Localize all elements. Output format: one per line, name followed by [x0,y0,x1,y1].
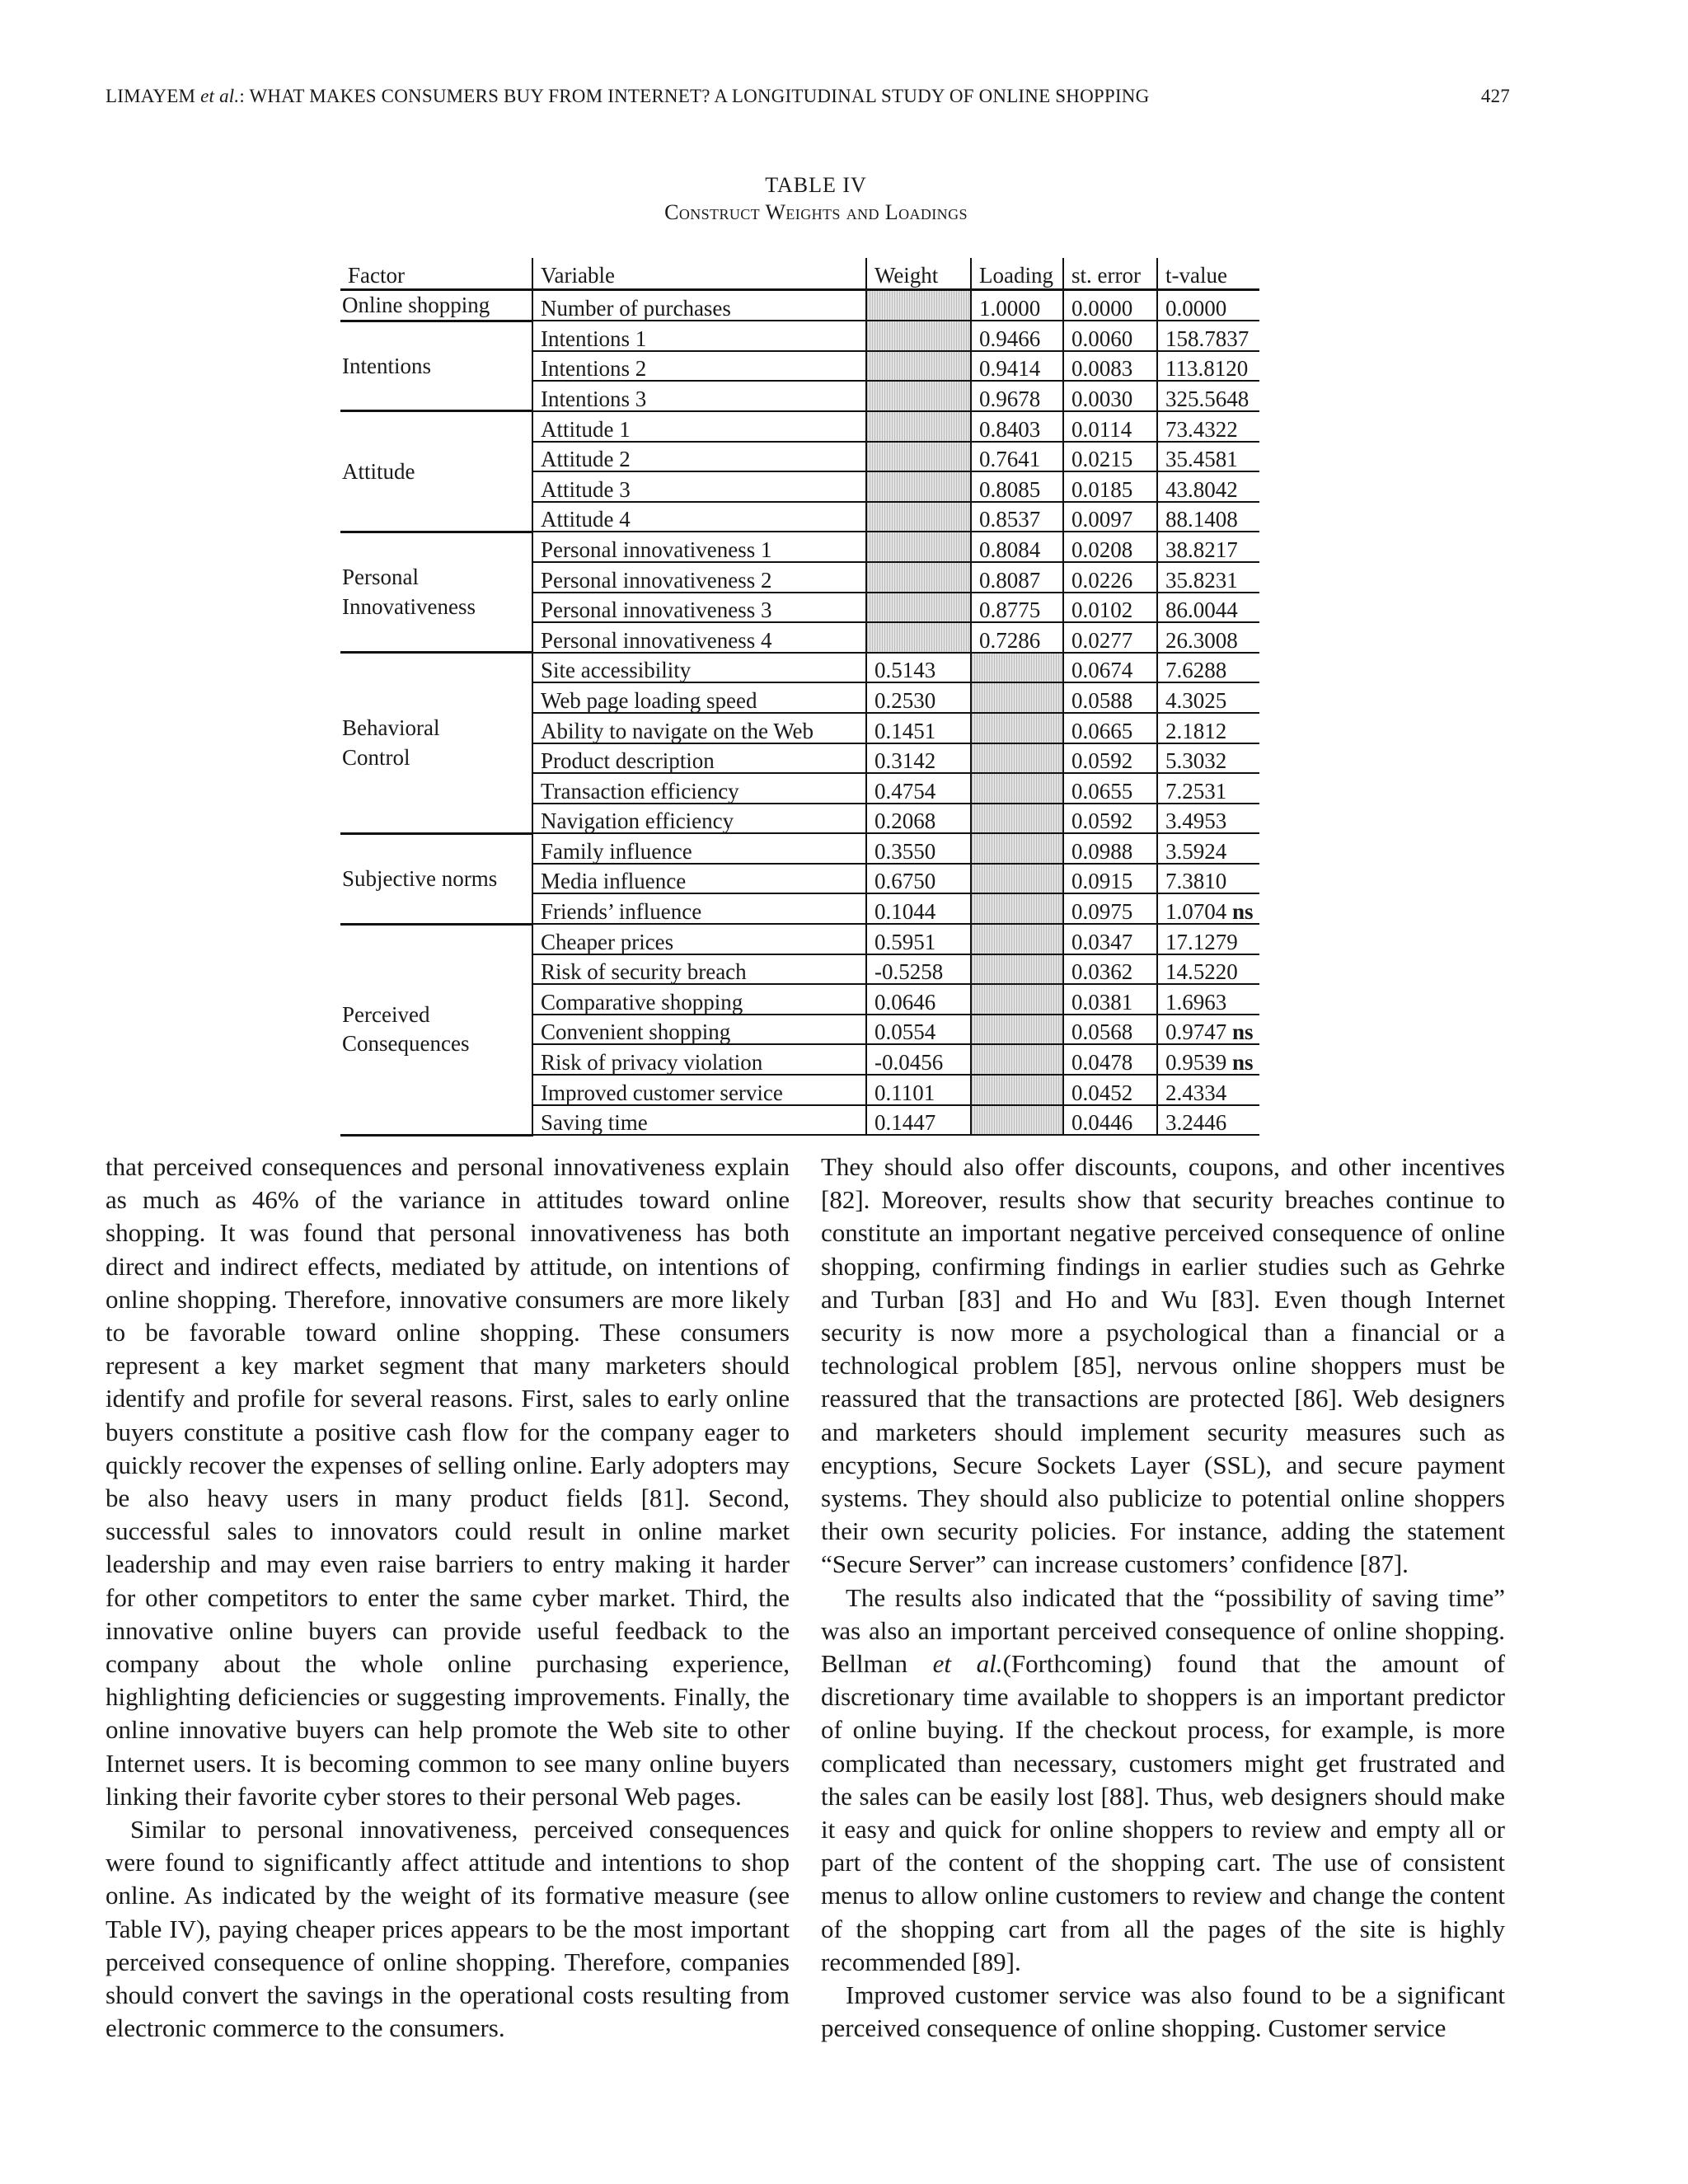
table-number: TABLE IV [765,173,867,197]
table-body [340,289,1259,1135]
cell-variable: Improved customer service [532,1075,866,1105]
cell-t-value [1157,532,1259,562]
cell-weight: -0.0456 [866,1044,971,1075]
cell-weight: 0.2530 [866,682,971,713]
cell-t-value [1157,351,1259,382]
cell-weight [866,471,971,502]
construct-weights-table [340,258,1259,1137]
cell-st-error: 0.0208 [1063,532,1157,562]
cell-weight: 0.0646 [866,984,971,1015]
cell-variable: Attitude 2 [532,442,866,472]
t-value-number: 43.8042 [1165,476,1238,502]
body-paragraph: They should also offer discounts, coupons, and other incentives [82]. Moreover, results show that security breaches continue to constitute an important negative perceived consequence of online shopping, confirming findings in earlier studies such as Gehrke and Turban [83] and Ho and Wu [83]. Even though Internet security is now more a psychological than a financial or a technological problem [85], nervous online shoppers must be reassured that the transactions are protected [86]. Web designers and marketers should implement security measures such as encyptions, Secure Sockets Layer (SSL), and secure payment systems. They should also publicize to potential online shoppers their own security policies. For instance, adding the statement “Secure Server” can increase customers’ confidence [87]. [821,1152,1505,1579]
cell-variable: Cheaper prices [532,924,866,954]
factor-cell: Online shopping [340,289,532,321]
t-value-number: 4.3025 [1165,687,1227,713]
cell-variable: Number of purchases [532,289,866,321]
cell-st-error: 0.0592 [1063,743,1157,774]
header-st-error: st. error [1063,258,1157,289]
cell-weight [866,321,971,351]
cell-t-value [1157,682,1259,713]
table-row [340,653,1259,683]
body-paragraph: Similar to personal innovativeness, perceived consequences were found to significantly affect attitude and intentions to shop online. As indicated by the weight of its formative measure (see Table IV), paying cheaper prices appears to be the most important perceived consequence of online shopping. Therefore, companies should convert the savings in the operational costs resulting from electronic commerce to the consumers. [106,1815,790,2043]
cell-st-error: 0.0226 [1063,562,1157,593]
cell-loading: 0.8085 [971,471,1063,502]
t-value-number: 5.3032 [1165,748,1227,774]
cell-loading [971,1015,1063,1045]
cell-t-value [1157,954,1259,985]
factor-label-line: Consequences [342,1031,470,1057]
t-value-number: 86.0044 [1165,598,1238,623]
cell-t-value [1157,924,1259,954]
cell-loading [971,743,1063,774]
cell-weight: 0.1447 [866,1105,971,1136]
page-number: 427 [1480,86,1510,106]
t-value-number: 35.8231 [1165,567,1238,593]
cell-t-value [1157,622,1259,653]
t-value-number: 0.9747 [1165,1019,1227,1045]
cell-weight: 0.1044 [866,893,971,924]
cell-variable: Attitude 3 [532,471,866,502]
cell-loading [971,682,1063,713]
table-row [340,833,1259,864]
right-column [821,1151,1505,2045]
cell-t-value [1157,381,1259,411]
cell-variable: Risk of security breach [532,954,866,985]
cell-st-error: 0.0114 [1063,411,1157,442]
cell-loading: 0.8087 [971,562,1063,593]
cell-variable: Personal innovativeness 2 [532,562,866,593]
cell-variable: Media influence [532,864,866,894]
factor-cell: Intentions [340,321,532,411]
header-weight: Weight [866,258,971,289]
factor-cell [340,532,532,652]
cell-variable: Personal innovativeness 1 [532,532,866,562]
cell-weight: 0.0554 [866,1015,971,1045]
cell-loading [971,653,1063,683]
cell-variable: Attitude 1 [532,411,866,442]
t-value-number: 7.2531 [1165,778,1227,804]
cell-st-error: 0.0665 [1063,713,1157,743]
factor-label-line: Perceived [342,1002,430,1028]
cell-st-error: 0.0215 [1063,442,1157,472]
cell-st-error: 0.0915 [1063,864,1157,894]
cell-st-error: 0.0000 [1063,289,1157,321]
cell-t-value [1157,773,1259,804]
cell-weight: 0.4754 [866,773,971,804]
cell-weight: 0.1101 [866,1075,971,1105]
cell-st-error: 0.0030 [1063,381,1157,411]
cell-loading [971,1044,1063,1075]
cell-t-value [1157,713,1259,743]
table-row [340,532,1259,562]
not-significant-marker: ns [1232,1019,1254,1045]
t-value-number: 73.4322 [1165,416,1238,442]
cell-t-value [1157,833,1259,864]
cell-st-error: 0.0655 [1063,773,1157,804]
cell-variable: Saving time [532,1105,866,1136]
cell-loading: 0.8403 [971,411,1063,442]
cell-variable: Convenient shopping [532,1015,866,1045]
cell-weight [866,593,971,623]
not-significant-marker: ns [1232,1050,1254,1076]
table-row [340,924,1259,954]
cell-st-error: 0.0452 [1063,1075,1157,1105]
cell-st-error: 0.0674 [1063,653,1157,683]
factor-label-line: Personal [342,565,419,590]
cell-st-error: 0.0347 [1063,924,1157,954]
cell-loading [971,1105,1063,1136]
table-title: Construct Weights and Loadings [664,200,968,224]
cell-loading [971,804,1063,834]
cell-st-error: 0.0185 [1063,471,1157,502]
cell-loading [971,924,1063,954]
cell-weight: 0.3550 [866,833,971,864]
cell-st-error: 0.0588 [1063,682,1157,713]
cell-t-value [1157,1075,1259,1105]
t-value-number: 35.4581 [1165,447,1238,472]
cell-variable: Friends’ influence [532,893,866,924]
t-value-number: 2.1812 [1165,718,1227,743]
cell-weight: 0.3142 [866,743,971,774]
cell-weight: -0.5258 [866,954,971,985]
cell-loading [971,713,1063,743]
factor-cell [340,924,532,1135]
factor-label-line: Innovativeness [342,593,476,619]
t-value-number: 113.8120 [1165,356,1249,382]
t-value-number: 1.0704 [1165,899,1227,925]
t-value-number: 3.2446 [1165,1110,1227,1136]
cell-loading [971,954,1063,985]
cell-t-value [1157,471,1259,502]
factor-cell: Subjective norms [340,833,532,924]
cell-variable: Navigation efficiency [532,804,866,834]
cell-loading: 0.9414 [971,351,1063,382]
cell-st-error: 0.0478 [1063,1044,1157,1075]
cell-st-error: 0.0097 [1063,502,1157,532]
body-paragraph: The results also indicated that the “possibility of saving time” was also an important perceived consequence of online shopping. Bellman et al.(Forthcoming) found that the amount of discretionary time available to shoppers is an important predictor of online buying. If the checkout process, for example, is more complicated than necessary, customers might get frustrated and the sales can be easily lost [88]. Thus, web designers should make it easy and quick for online shoppers to review and empty all or part of the content of the shopping cart. The use of consistent menus to allow online customers to review and change the content of the shopping cart from all the pages of the site is highly recommended [89]. [821,1582,1505,1976]
cell-t-value [1157,502,1259,532]
cell-weight [866,442,971,472]
cell-st-error: 0.0277 [1063,622,1157,653]
cell-st-error: 0.0568 [1063,1015,1157,1045]
cell-variable: Transaction efficiency [532,773,866,804]
left-column [106,1151,790,2045]
cell-loading: 0.9466 [971,321,1063,351]
cell-loading: 0.8084 [971,532,1063,562]
cell-weight [866,381,971,411]
t-value-number: 158.7837 [1165,326,1250,351]
cell-t-value [1157,321,1259,351]
t-value-number: 0.0000 [1165,296,1227,321]
t-value-number: 3.4953 [1165,808,1227,834]
cell-weight [866,411,971,442]
cell-variable: Personal innovativeness 3 [532,593,866,623]
cell-weight [866,622,971,653]
cell-st-error: 0.0060 [1063,321,1157,351]
t-value-number: 7.3810 [1165,869,1227,894]
cell-weight [866,502,971,532]
table-header-row [340,258,1259,289]
cell-st-error: 0.0592 [1063,804,1157,834]
cell-t-value [1157,653,1259,683]
cell-variable: Risk of privacy violation [532,1044,866,1075]
t-value-number: 1.6963 [1165,989,1227,1015]
cell-st-error: 0.0988 [1063,833,1157,864]
cell-weight: 0.5951 [866,924,971,954]
cell-variable: Web page loading speed [532,682,866,713]
cell-weight: 0.6750 [866,864,971,894]
cell-st-error: 0.0381 [1063,984,1157,1015]
cell-t-value [1157,1015,1259,1045]
cell-weight [866,532,971,562]
t-value-number: 3.5924 [1165,838,1227,864]
factor-cell [340,653,532,834]
t-value-number: 7.6288 [1165,658,1227,683]
cell-t-value [1157,984,1259,1015]
t-value-number: 2.4334 [1165,1080,1227,1105]
cell-weight: 0.1451 [866,713,971,743]
t-value-number: 88.1408 [1165,507,1238,532]
table-row [340,289,1259,321]
cell-weight [866,351,971,382]
cell-variable: Intentions 3 [532,381,866,411]
t-value-number: 26.3008 [1165,627,1238,653]
cell-t-value [1157,289,1259,321]
cell-loading: 0.7286 [971,622,1063,653]
cell-t-value [1157,743,1259,774]
factor-label-line: Control [342,744,410,770]
cell-variable: Site accessibility [532,653,866,683]
factor-label-line: Behavioral [342,715,440,741]
not-significant-marker: ns [1232,899,1254,925]
header-loading: Loading [971,258,1063,289]
table-row [340,321,1259,351]
cell-loading [971,1075,1063,1105]
cell-variable: Comparative shopping [532,984,866,1015]
cell-loading: 0.8537 [971,502,1063,532]
cell-loading [971,893,1063,924]
cell-t-value [1157,1044,1259,1075]
cell-loading: 0.9678 [971,381,1063,411]
cell-st-error: 0.0446 [1063,1105,1157,1136]
cell-st-error: 0.0362 [1063,954,1157,985]
cell-t-value [1157,593,1259,623]
body-paragraph: that perceived consequences and personal innovativeness explain as much as 46% of the variance in attitudes toward online shopping. It was found that personal innovativeness has both direct and indirect effects, mediated by attitude, on intentions of online shopping. Therefore, innovative consumers are more likely to be favorable toward online shopping. These consumers represent a key market segment that many marketers should identify and profile for several reasons. First, sales to early online buyers constitute a positive cash flow for the company eager to quickly recover the expenses of selling online. Early adopters may be also heavy users in many product fields [81]. Second, successful sales to innovators could result in online market leadership and may even raise barriers to entry making it harder for other competitors to enter the same cyber market. Third, the innovative online buyers can provide useful feedback to the company about the whole online purchasing experience, highlighting deficiencies or suggesting improvements. Finally, the online innovative buyers can help promote the Web site to other Internet users. It is becoming common to see many online buyers linking their favorite cyber stores to their personal Web pages. [106,1152,790,1811]
cell-loading: 1.0000 [971,289,1063,321]
cell-loading [971,864,1063,894]
factor-cell: Attitude [340,411,532,532]
cell-st-error: 0.0975 [1063,893,1157,924]
cell-t-value [1157,442,1259,472]
t-value-number: 38.8217 [1165,537,1238,562]
cell-weight: 0.2068 [866,804,971,834]
header-factor: Factor [340,258,532,289]
cell-loading [971,833,1063,864]
cell-variable: Intentions 1 [532,321,866,351]
t-value-number: 0.9539 [1165,1050,1227,1076]
t-value-number: 325.5648 [1165,386,1250,411]
cell-t-value [1157,804,1259,834]
t-value-number: 17.1279 [1165,929,1238,954]
header-t-value: t-value [1157,258,1259,289]
running-title: LIMAYEM et al.: WHAT MAKES CONSUMERS BUY FROM INTERNET? A LONGITUDINAL STUDY OF ONLINE SHOPPING [106,86,1150,106]
cell-variable: Product description [532,743,866,774]
cell-variable: Intentions 2 [532,351,866,382]
body-paragraph: Improved customer service was also found to be a significant perceived consequence of online shopping. Customer service [821,1980,1505,2043]
table-row [340,411,1259,442]
cell-variable: Family influence [532,833,866,864]
cell-variable: Ability to navigate on the Web [532,713,866,743]
cell-t-value [1157,1105,1259,1136]
cell-st-error: 0.0102 [1063,593,1157,623]
cell-loading: 0.7641 [971,442,1063,472]
cell-variable: Personal innovativeness 4 [532,622,866,653]
cell-weight [866,289,971,321]
cell-t-value [1157,562,1259,593]
header-variable: Variable [532,258,866,289]
cell-weight: 0.5143 [866,653,971,683]
cell-st-error: 0.0083 [1063,351,1157,382]
cell-t-value [1157,893,1259,924]
cell-loading: 0.8775 [971,593,1063,623]
cell-loading [971,984,1063,1015]
cell-weight [866,562,971,593]
cell-variable: Attitude 4 [532,502,866,532]
cell-t-value [1157,864,1259,894]
cell-t-value [1157,411,1259,442]
t-value-number: 14.5220 [1165,959,1238,985]
cell-loading [971,773,1063,804]
